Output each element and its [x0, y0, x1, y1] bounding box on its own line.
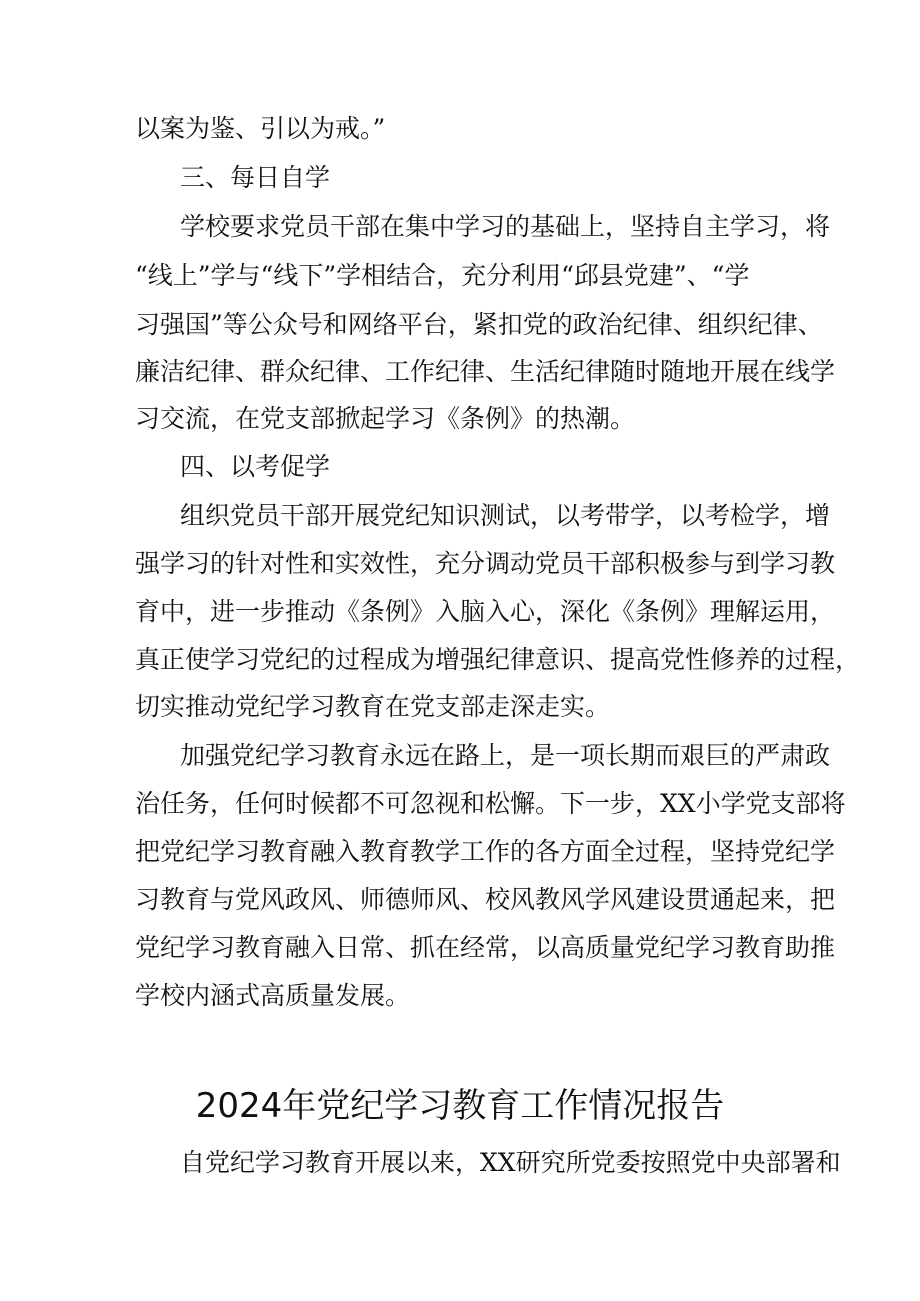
paragraph-line: 组织党员干部开展党纪知识测试，以考带学，以考检学，增	[180, 501, 831, 530]
section-heading: 四、以考促学	[180, 452, 331, 481]
paragraph-line: 以案为鉴、引以为戒。”	[135, 114, 386, 143]
paragraph-line: 学校要求党员干部在集中学习的基础上，坚持自主学习，将	[180, 212, 831, 241]
paragraph-line: 强学习的针对性和实效性，充分调动党员干部积极参与到学习教	[135, 549, 836, 578]
section-heading: 三、每日自学	[180, 163, 331, 192]
paragraph-line: 廉洁纪律、群众纪律、工作纪律、生活纪律随时随地开展在线学	[135, 357, 836, 386]
paragraph-line: 习交流，在党支部掀起学习《条例》的热潮。	[135, 404, 636, 433]
paragraph-line: 自党纪学习教育开展以来，XX研究所党委按照党中央部署和	[180, 1148, 841, 1177]
paragraph-line: “线上”学与“线下”学相结合，充分利用“邱县党建”、“学	[135, 261, 750, 290]
paragraph-line: 学校内涵式高质量发展。	[135, 981, 411, 1010]
paragraph-line: 真正使学习党纪的过程成为增强纪律意识、提高党性修养的过程，	[135, 645, 861, 674]
paragraph-line: 切实推动党纪学习教育在党支部走深走实。	[135, 692, 611, 721]
paragraph-line: 育中，进一步推动《条例》入脑入心，深化《条例》理解运用，	[135, 597, 836, 626]
paragraph-line: 习强国”等公众号和网络平台，紧扣党的政治纪律、组织纪律、	[135, 310, 823, 339]
paragraph-line: 习教育与党风政风、师德师风、校风教风学风建设贯通起来，把	[135, 885, 836, 914]
report-title: 2024年党纪学习教育工作情况报告	[195, 1086, 725, 1126]
paragraph-line: 治任务，任何时候都不可忽视和松懈。下一步，XX小学党支部将	[135, 789, 846, 818]
paragraph-line: 把党纪学习教育融入教育教学工作的各方面全过程，坚持党纪学	[135, 837, 836, 866]
paragraph-line: 加强党纪学习教育永远在路上，是一项长期而艰巨的严肃政	[180, 741, 831, 770]
paragraph-line: 党纪学习教育融入日常、抓在经常，以高质量党纪学习教育助推	[135, 933, 836, 962]
